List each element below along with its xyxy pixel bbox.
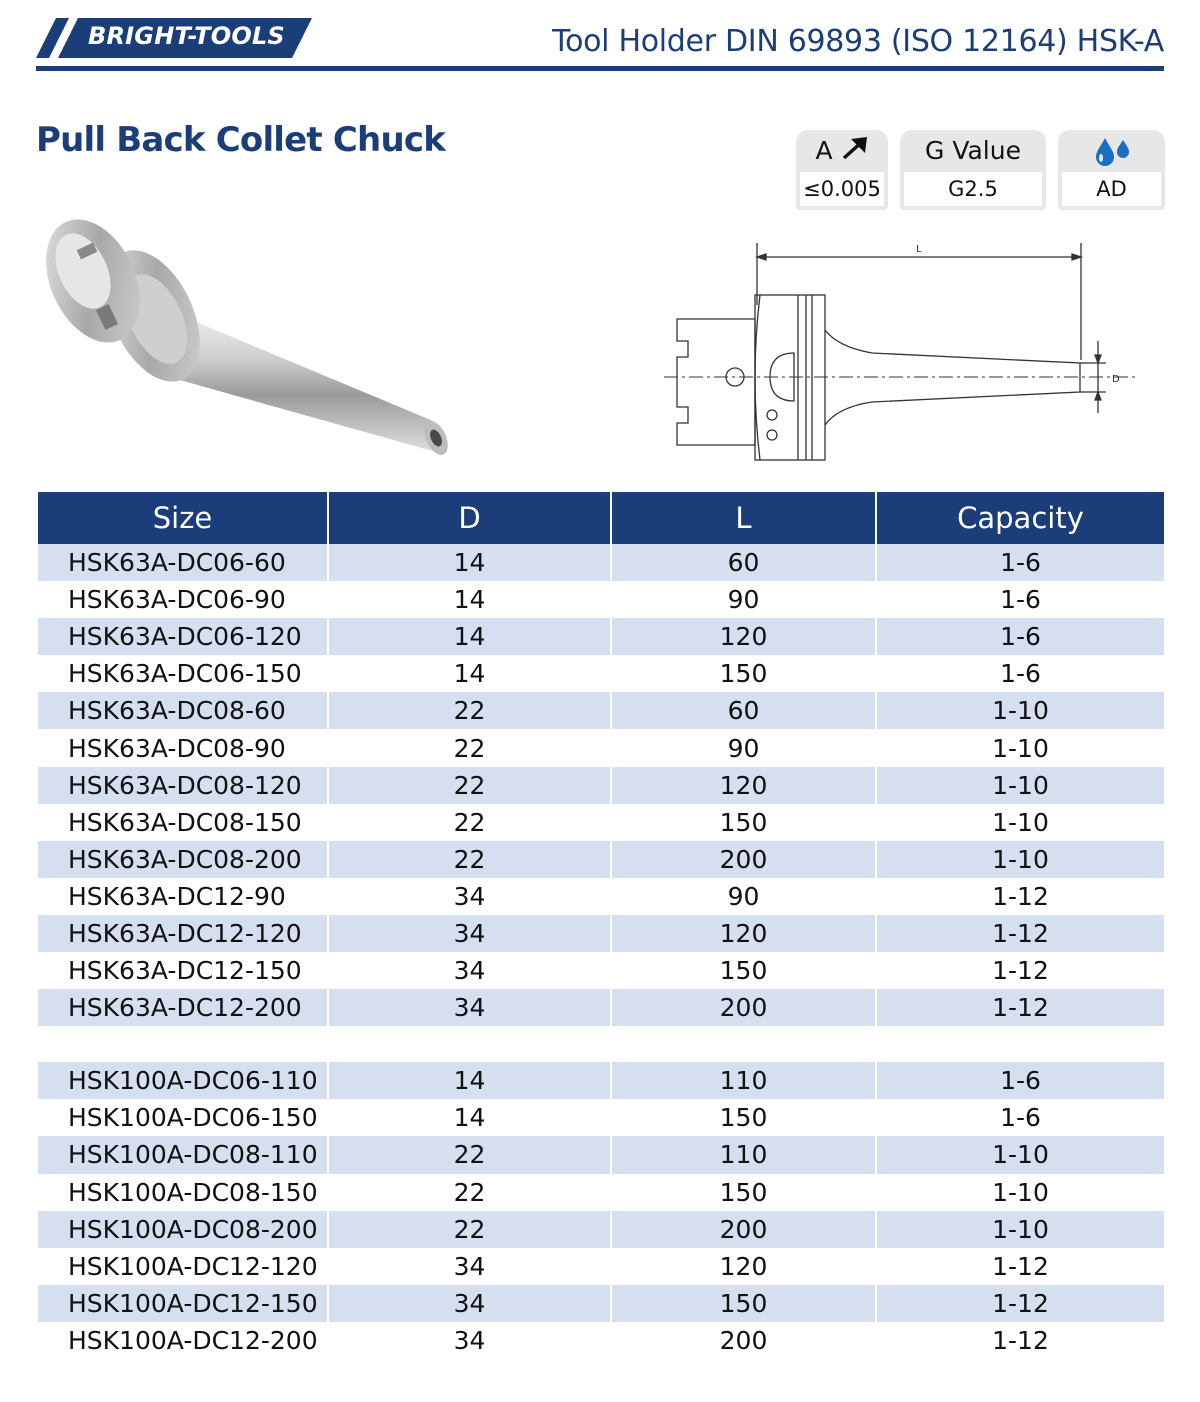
size-cell: HSK63A-DC06-90 xyxy=(38,581,328,618)
coolant-badge-icon xyxy=(1058,136,1165,174)
technical-drawing xyxy=(660,235,1140,465)
size-cell: HSK63A-DC06-120 xyxy=(38,618,328,655)
size-cell: HSK63A-DC08-150 xyxy=(38,804,328,841)
capacity-cell: 1-6 xyxy=(876,1062,1164,1099)
capacity-cell: 1-10 xyxy=(876,767,1164,804)
table-row xyxy=(38,1285,1164,1322)
table-row xyxy=(38,1322,1164,1359)
table-row xyxy=(38,692,1164,729)
d-cell: 22 xyxy=(328,729,611,766)
table-row xyxy=(38,952,1164,989)
l-cell: 90 xyxy=(611,878,876,915)
table-row xyxy=(38,1062,1164,1099)
runout-badge-label xyxy=(796,136,888,165)
table-row xyxy=(38,729,1164,766)
d-cell: 14 xyxy=(328,581,611,618)
table-row xyxy=(38,581,1164,618)
size-cell: HSK100A-DC06-110 xyxy=(38,1062,328,1099)
capacity-cell: 1-6 xyxy=(876,544,1164,581)
d-cell: 34 xyxy=(328,1322,611,1359)
dimension-l-label: L xyxy=(916,244,922,255)
size-cell: HSK63A-DC12-150 xyxy=(38,952,328,989)
table-row xyxy=(38,1174,1164,1211)
size-cell: HSK63A-DC06-150 xyxy=(38,655,328,692)
l-cell: 120 xyxy=(611,915,876,952)
size-cell: HSK63A-DC06-60 xyxy=(38,544,328,581)
balance-label: G Value xyxy=(925,136,1021,165)
size-cell: HSK63A-DC12-90 xyxy=(38,878,328,915)
coolant-badge xyxy=(1058,130,1165,210)
capacity-cell: 1-6 xyxy=(1000,585,1041,615)
table-row xyxy=(38,655,1164,692)
size-cell: HSK100A-DC12-120 xyxy=(38,1248,328,1285)
l-cell: 60 xyxy=(611,692,876,729)
column-header-capacity: Capacity xyxy=(876,492,1164,544)
balance-badge xyxy=(900,130,1046,210)
table-row xyxy=(38,878,1164,915)
coolant-value: AD xyxy=(1062,172,1161,206)
l-cell: 120 xyxy=(611,767,876,804)
d-cell: 34 xyxy=(328,878,611,915)
capacity-cell: 1-10 xyxy=(992,807,1049,837)
header-divider xyxy=(36,66,1164,71)
l-cell: 110 xyxy=(611,1136,876,1173)
capacity-cell: 1-6 xyxy=(876,618,1164,655)
l-cell: 90 xyxy=(611,729,876,766)
l-cell: 200 xyxy=(611,841,876,878)
table-row xyxy=(38,1099,1164,1136)
d-cell: 34 xyxy=(328,989,611,1026)
d-cell: 22 xyxy=(328,767,611,804)
table-row xyxy=(38,1136,1164,1173)
size-cell: HSK63A-DC08-90 xyxy=(38,729,328,766)
brand-logo xyxy=(36,18,312,58)
capacity-cell: 1-10 xyxy=(992,1177,1049,1207)
brand-name: BRIGHT-TOOLS xyxy=(88,22,285,50)
l-cell: 150 xyxy=(611,804,876,841)
table-body xyxy=(38,544,1164,1359)
table-row xyxy=(38,804,1164,841)
size-cell: HSK100A-DC12-200 xyxy=(38,1322,328,1359)
document-title: Tool Holder DIN 69893 (ISO 12164) HSK-A xyxy=(552,24,1164,59)
l-cell: 60 xyxy=(611,544,876,581)
size-cell: HSK100A-DC12-150 xyxy=(38,1285,328,1322)
table-row xyxy=(38,618,1164,655)
l-cell: 120 xyxy=(611,1248,876,1285)
l-cell: 120 xyxy=(611,618,876,655)
table-row xyxy=(38,989,1164,1026)
table-row xyxy=(38,1211,1164,1248)
size-cell: HSK63A-DC08-200 xyxy=(38,841,328,878)
d-cell: 34 xyxy=(328,952,611,989)
column-header-l: L xyxy=(611,492,876,544)
l-cell: 150 xyxy=(611,655,876,692)
specification-table xyxy=(38,492,1164,1359)
size-cell: HSK100A-DC08-200 xyxy=(38,1211,328,1248)
d-cell: 14 xyxy=(328,618,611,655)
l-cell: 150 xyxy=(611,1285,876,1322)
d-cell: 14 xyxy=(328,1062,611,1099)
column-header-d: D xyxy=(328,492,611,544)
d-cell: 22 xyxy=(328,1136,611,1173)
capacity-cell: 1-6 xyxy=(1000,1103,1041,1133)
table-row xyxy=(38,767,1164,804)
d-cell: 34 xyxy=(328,1248,611,1285)
capacity-cell: 1-10 xyxy=(876,1136,1164,1173)
table-header-row xyxy=(38,492,1164,544)
l-cell: 200 xyxy=(611,1322,876,1359)
capacity-cell: 1-12 xyxy=(992,881,1049,911)
capacity-cell: 1-10 xyxy=(876,692,1164,729)
l-cell: 200 xyxy=(611,1211,876,1248)
size-cell: HSK63A-DC08-60 xyxy=(38,692,328,729)
table-row xyxy=(38,1248,1164,1285)
runout-value: ≤0.005 xyxy=(800,172,884,206)
l-cell: 90 xyxy=(611,581,876,618)
capacity-cell: 1-6 xyxy=(1000,659,1041,689)
capacity-cell: 1-10 xyxy=(876,1211,1164,1248)
size-cell: HSK100A-DC08-150 xyxy=(38,1174,328,1211)
capacity-cell: 1-12 xyxy=(876,989,1164,1026)
column-header-size: Size xyxy=(38,492,328,544)
table-row xyxy=(38,915,1164,952)
d-cell: 22 xyxy=(328,1174,611,1211)
size-cell: HSK63A-DC08-120 xyxy=(38,767,328,804)
product-title: Pull Back Collet Chuck xyxy=(36,120,446,160)
product-photo xyxy=(38,186,468,476)
d-cell: 22 xyxy=(328,804,611,841)
d-cell: 34 xyxy=(328,1285,611,1322)
d-cell: 14 xyxy=(328,1099,611,1136)
capacity-cell: 1-12 xyxy=(876,915,1164,952)
capacity-cell: 1-12 xyxy=(992,956,1049,986)
coolant-drops-icon xyxy=(1092,136,1132,168)
capacity-cell: 1-10 xyxy=(876,841,1164,878)
dimension-d-label: D xyxy=(1112,374,1120,385)
table-row xyxy=(38,544,1164,581)
group-spacer xyxy=(38,1026,1164,1062)
l-cell: 200 xyxy=(611,989,876,1026)
d-cell: 22 xyxy=(328,1211,611,1248)
l-cell: 150 xyxy=(611,1174,876,1211)
capacity-cell: 1-12 xyxy=(876,1285,1164,1322)
size-cell: HSK63A-DC12-120 xyxy=(38,915,328,952)
size-cell: HSK100A-DC06-150 xyxy=(38,1099,328,1136)
l-cell: 150 xyxy=(611,1099,876,1136)
balance-value: G2.5 xyxy=(904,172,1042,206)
group-spacer-row xyxy=(38,1026,1164,1062)
arrow-up-right-icon xyxy=(841,137,869,161)
capacity-cell: 1-10 xyxy=(992,733,1049,763)
d-cell: 14 xyxy=(328,655,611,692)
capacity-cell: 1-12 xyxy=(992,1325,1049,1355)
table-row xyxy=(38,841,1164,878)
size-cell: HSK100A-DC08-110 xyxy=(38,1136,328,1173)
runout-label: A xyxy=(815,136,833,165)
capacity-cell: 1-12 xyxy=(992,1251,1049,1281)
runout-badge xyxy=(796,130,888,210)
d-cell: 22 xyxy=(328,841,611,878)
d-cell: 34 xyxy=(328,915,611,952)
l-cell: 150 xyxy=(611,952,876,989)
size-cell: HSK63A-DC12-200 xyxy=(38,989,328,1026)
page-header xyxy=(36,16,1164,72)
d-cell: 14 xyxy=(328,544,611,581)
d-cell: 22 xyxy=(328,692,611,729)
l-cell: 110 xyxy=(611,1062,876,1099)
